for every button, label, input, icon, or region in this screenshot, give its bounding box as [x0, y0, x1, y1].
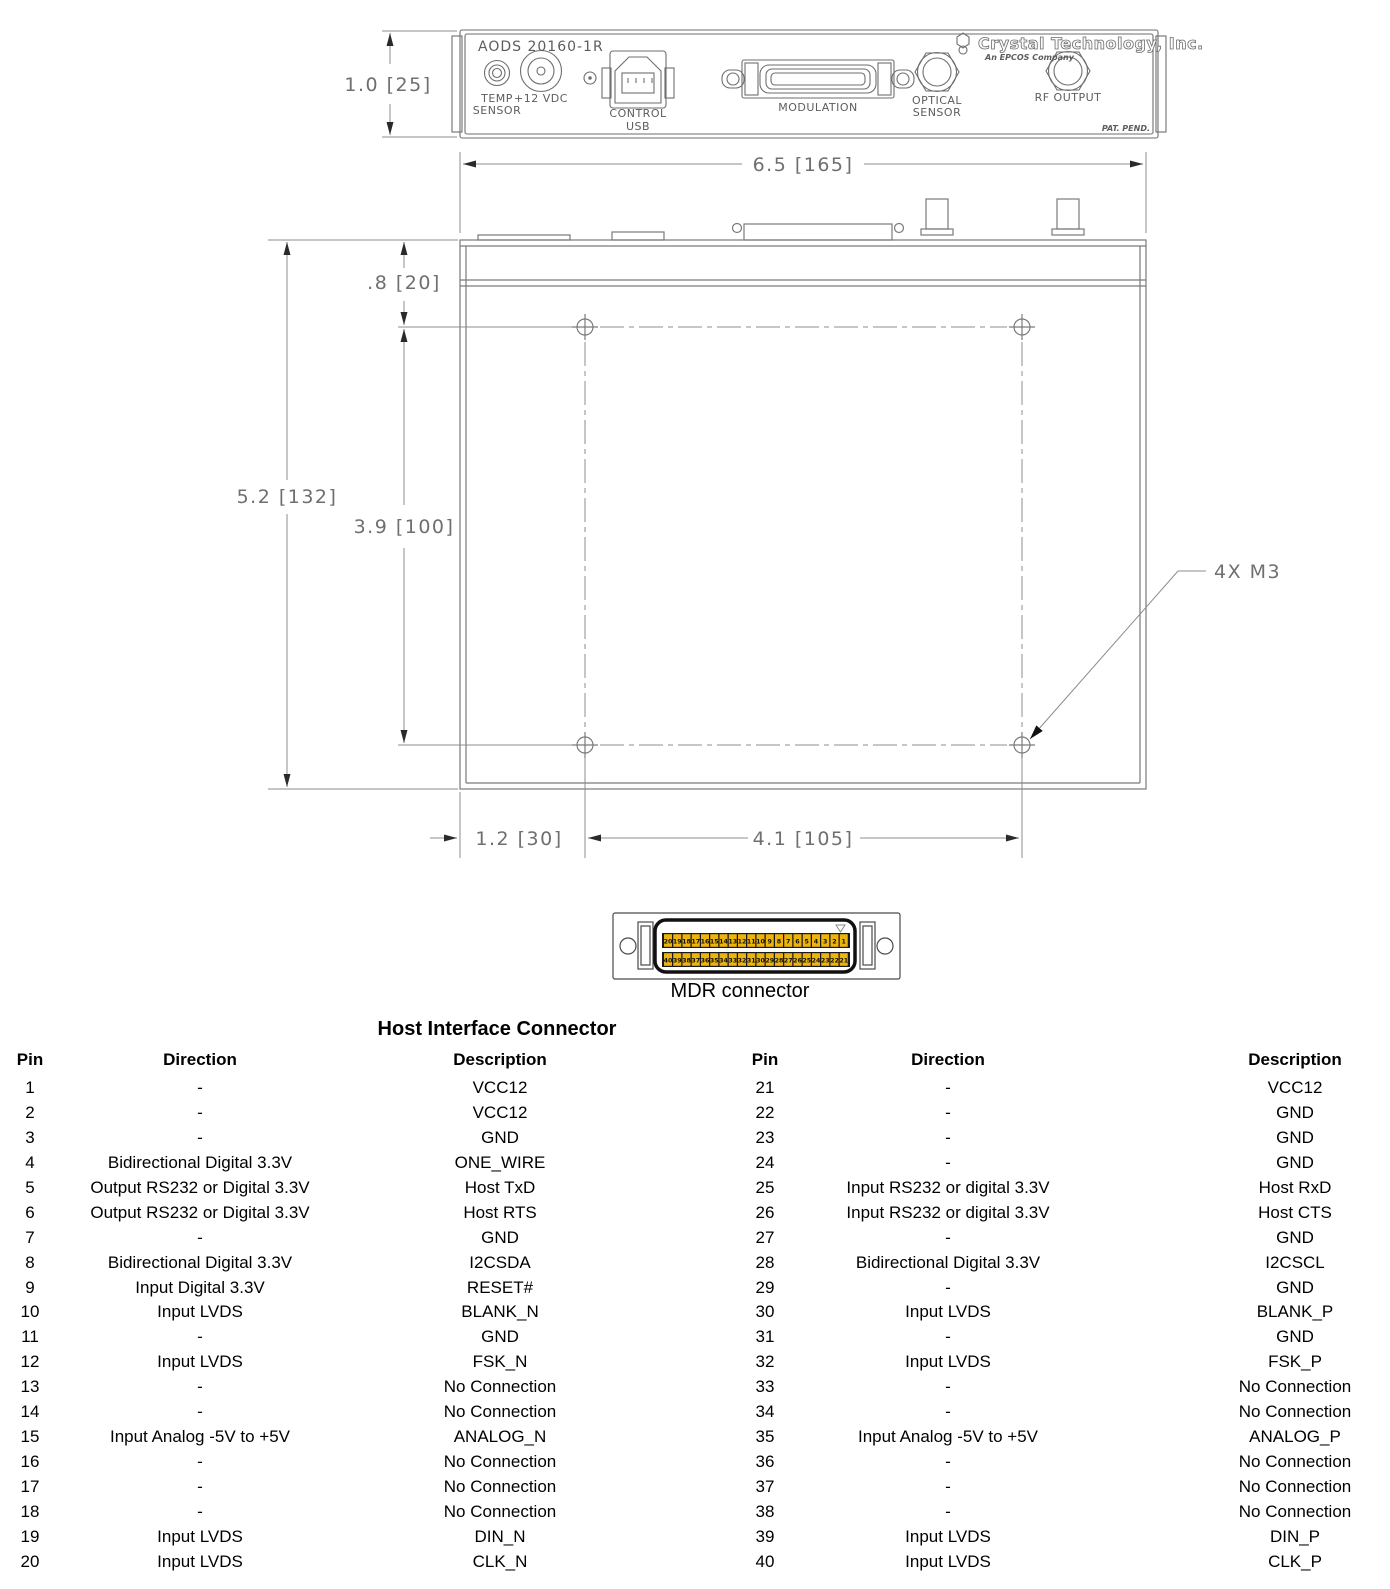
pin-table-row: [0, 1400, 700, 1425]
pin-description: No Connection: [443, 1477, 557, 1496]
spacer: [1066, 1048, 1200, 1073]
pin-direction: -: [945, 1127, 951, 1147]
pin-description: No Connection: [1238, 1501, 1352, 1521]
mdr-pin-number: 34: [719, 957, 728, 965]
col-header-direction: Direction: [911, 1050, 985, 1069]
pin-table-row: [0, 1176, 700, 1201]
pin-number: 27: [755, 1227, 775, 1247]
mdr-pin-number: 9: [767, 938, 772, 946]
pin-table-row: [700, 1525, 1390, 1550]
pin-number: 16: [20, 1452, 40, 1472]
pin-number: 4: [25, 1152, 35, 1172]
pin-number: 9: [25, 1277, 35, 1297]
dim-hole-span-horizontal-text: 4.1 [105]: [752, 828, 854, 850]
dim-panel-height-text: 1.0 [25]: [344, 74, 432, 96]
spacer: [1066, 1325, 1200, 1350]
pin-direction: Input Digital 3.3V: [135, 1277, 265, 1297]
pin-description: FSK_N: [472, 1352, 528, 1372]
mdr-pin-number: 12: [737, 938, 747, 946]
pin-table-row: [0, 1375, 700, 1400]
pin-direction: -: [197, 1452, 203, 1472]
dim-hole-span-vertical-text: 3.9 [100]: [353, 516, 455, 538]
pin-table-row: [0, 1276, 700, 1301]
pin-direction: Input RS232 or digital 3.3V: [846, 1177, 1050, 1197]
spacer: [1066, 1375, 1200, 1400]
bump-rf-flange: [1052, 229, 1084, 235]
spacer: [1066, 1076, 1200, 1101]
pin-number: 3: [25, 1127, 35, 1147]
dim-depth-text: 5.2 [132]: [236, 486, 338, 508]
pin-number: 40: [755, 1551, 775, 1571]
mounting-holes-callout-text: 4X M3: [1214, 561, 1282, 583]
pin-table-row: [700, 1550, 1390, 1575]
pin-direction: -: [945, 1327, 951, 1347]
pin-direction: -: [945, 1402, 951, 1422]
brand-tagline: An EPCOS Company: [985, 53, 1074, 62]
pin-description: BLANK_N: [461, 1302, 539, 1322]
pin-table-row: [0, 1325, 700, 1350]
mdr-pin-number: 39: [672, 957, 682, 965]
pin-description: No Connection: [443, 1402, 557, 1422]
pin-table-row: [700, 1276, 1390, 1301]
mounting-hole: [1009, 314, 1035, 340]
mdr-pin-number: 3: [823, 938, 828, 946]
optical-label-1: OPTICAL: [911, 94, 963, 107]
pin-direction: -: [197, 1327, 203, 1347]
dim-hole-span-horizontal: [588, 828, 1019, 850]
mdr-pin-number: 15: [709, 938, 719, 946]
mdr-caption: MDR connector: [670, 980, 810, 1002]
pin-direction: -: [945, 1227, 951, 1247]
pin-number: 36: [755, 1452, 775, 1472]
pin-table-row: [0, 1151, 700, 1176]
pin-description: Host CTS: [1258, 1202, 1332, 1222]
pin-description: No Connection: [1238, 1377, 1352, 1397]
pin-description: GND: [1276, 1277, 1314, 1297]
pin-table-row: [700, 1151, 1390, 1176]
pin-direction: -: [945, 1152, 951, 1172]
pin-number: 22: [755, 1102, 775, 1122]
pin-table-row: [700, 1400, 1390, 1425]
pin-number: 29: [755, 1277, 775, 1297]
pin-table-row: [700, 1450, 1390, 1475]
pin-description: No Connection: [1238, 1477, 1352, 1496]
spacer: [1066, 1525, 1200, 1550]
mdr-pin-number: 20: [663, 938, 673, 946]
mdr-slot-left-inner: [641, 926, 650, 965]
pin-direction: -: [945, 1452, 951, 1472]
optical-label-2: SENSOR: [912, 106, 962, 119]
usb-label-1: CONTROL: [609, 107, 667, 120]
pin-table-row: [700, 1325, 1390, 1350]
pin-direction: Input RS232 or digital 3.3V: [846, 1202, 1050, 1222]
pin-table-row: [700, 1375, 1390, 1400]
pin-description: VCC12: [472, 1078, 528, 1097]
bump-optical-flange: [921, 229, 953, 235]
dim-panel-height: [344, 31, 457, 137]
spacer: [1066, 1126, 1200, 1151]
pin-direction: -: [945, 1501, 951, 1521]
pin-direction: -: [197, 1377, 203, 1397]
pin-table-row: [700, 1300, 1390, 1325]
pin-table-row: [0, 1475, 700, 1500]
mdr-pin-number: 7: [786, 938, 791, 946]
mdr-pin-number: 17: [691, 938, 701, 946]
mdr-pin-number: 4: [813, 938, 819, 946]
pin-description: Host RxD: [1258, 1177, 1332, 1197]
pin-description: VCC12: [1267, 1078, 1323, 1097]
patent-note: PAT. PEND.: [1101, 124, 1150, 133]
pin-table-row: [700, 1226, 1390, 1251]
pin-description: FSK_P: [1268, 1352, 1322, 1372]
pin-description: No Connection: [443, 1501, 557, 1521]
pin-description: GND: [1276, 1152, 1314, 1172]
pin-direction: Input LVDS: [905, 1551, 991, 1571]
pin-direction: -: [197, 1402, 203, 1422]
pin-description: GND: [481, 1127, 519, 1147]
mdr-mount-hole-right: [877, 938, 893, 954]
pin-direction: -: [197, 1078, 203, 1097]
pin-number: 35: [755, 1427, 775, 1447]
mdr-pin-number: 35: [709, 957, 719, 965]
spacer: [1066, 1276, 1200, 1301]
pin-description: VCC12: [472, 1102, 528, 1122]
pin-table-row: [700, 1425, 1390, 1450]
pin-direction: -: [197, 1102, 203, 1122]
pin-description: GND: [481, 1327, 519, 1347]
pin-direction: Input Analog -5V to +5V: [857, 1427, 1039, 1447]
pin-description: I2CSDA: [469, 1252, 531, 1272]
mdr-pin-number: 18: [682, 938, 691, 946]
mdr-pin-number: 1: [841, 938, 846, 946]
col-header-description: Description: [453, 1050, 547, 1069]
mdr-pin-number: 21: [839, 957, 849, 965]
pin-description: DIN_P: [1269, 1526, 1321, 1546]
dim-width-text: 6.5 [165]: [752, 154, 854, 176]
mdr-slot-right-inner: [863, 926, 872, 965]
panel-model-label: AODS 20160-1R: [478, 39, 604, 55]
pin-table-row: [0, 1525, 700, 1550]
pin-description: ANALOG_N: [453, 1427, 547, 1447]
spacer: [1066, 1176, 1200, 1201]
pin-description: GND: [1276, 1327, 1314, 1347]
mdr-slot-right: [860, 922, 875, 969]
pin-direction: -: [945, 1078, 951, 1097]
top-view: [237, 152, 1282, 858]
pin-description: ANALOG_P: [1249, 1427, 1341, 1447]
pin-table-row: [700, 1076, 1390, 1101]
mdr-pin-number: 2: [832, 938, 837, 946]
dim-depth: [237, 242, 338, 787]
pin-direction: -: [197, 1227, 203, 1247]
pin-description: ONE_WIRE: [454, 1152, 546, 1172]
col-header-pin: Pin: [16, 1050, 44, 1069]
mdr-pin-number: 14: [719, 938, 728, 946]
modulation-connector: [722, 60, 914, 98]
mdr-pin-number: 40: [663, 957, 673, 965]
pin-table-right-header: [700, 1048, 1390, 1073]
pin-number: 38: [755, 1501, 775, 1521]
spacer: [1066, 1101, 1200, 1126]
col-header-direction: Direction: [163, 1050, 237, 1069]
power-label: +12 VDC: [514, 92, 568, 105]
pin-number: 8: [25, 1252, 35, 1272]
pin-table-row: [700, 1251, 1390, 1276]
pin-number: 30: [755, 1302, 775, 1322]
pin-direction: -: [197, 1127, 203, 1147]
dim-width: [460, 152, 1146, 233]
modulation-label: MODULATION: [778, 101, 858, 114]
spacer: [1066, 1450, 1200, 1475]
pin-number: 6: [25, 1202, 35, 1222]
pin-table-row: [700, 1500, 1390, 1525]
pin-table-row: [0, 1076, 700, 1101]
pin-direction: Input LVDS: [905, 1526, 991, 1546]
usb-connector: [602, 51, 674, 108]
mdr-pin-number: 26: [793, 957, 802, 965]
mdr-pin1-marker-icon: [836, 925, 845, 932]
bump-mdr-latch-right: [895, 224, 904, 233]
pin-number: 17: [20, 1477, 40, 1496]
pin-table-row: [700, 1350, 1390, 1375]
spacer: [1066, 1500, 1200, 1525]
spacer: [1066, 1400, 1200, 1425]
extension-lines: [268, 240, 1022, 858]
pin-table-row: [0, 1550, 700, 1575]
mdr-pin-number: 29: [765, 957, 775, 965]
pin-description: CLK_P: [1268, 1551, 1322, 1571]
col-header-description: Description: [1248, 1050, 1342, 1069]
spacer: [1066, 1550, 1200, 1575]
pin-direction: Bidirectional Digital 3.3V: [855, 1252, 1041, 1272]
pin-table-left-header: [0, 1048, 700, 1073]
front-panel-view: [344, 30, 1203, 138]
pin-number: 31: [755, 1327, 775, 1347]
pin-number: 19: [20, 1526, 40, 1546]
spacer: [1066, 1300, 1200, 1325]
mdr-pin-number: 33: [728, 957, 738, 965]
pin-number: 26: [755, 1202, 775, 1222]
brand-name: Crystal Technology, Inc.: [978, 34, 1204, 53]
spacer: [1066, 1350, 1200, 1375]
pin-description: Host RTS: [463, 1202, 537, 1222]
brand-logo-icon: [957, 33, 969, 54]
spacer: [1066, 1201, 1200, 1226]
pin-description: DIN_N: [474, 1526, 526, 1546]
bump-mdr: [744, 224, 892, 240]
mdr-pin-number: 36: [700, 957, 710, 965]
bump-mdr-latch-left: [733, 224, 742, 233]
mdr-pin-number: 32: [737, 957, 747, 965]
bump-rf-barrel: [1057, 199, 1079, 229]
pin-table-row: [0, 1226, 700, 1251]
mounting-hole: [572, 732, 598, 758]
pin-table-row: [0, 1201, 700, 1226]
pin-number: 23: [755, 1127, 775, 1147]
pin-number: 1: [25, 1078, 35, 1097]
pin-description: GND: [1276, 1102, 1314, 1122]
pin-direction: Input LVDS: [905, 1352, 991, 1372]
spacer: [1066, 1251, 1200, 1276]
pin-table-row: [0, 1350, 700, 1375]
pin-table-row: [0, 1126, 700, 1151]
dim-edge-to-hole-text: 1.2 [30]: [475, 828, 563, 850]
dim-front-to-hole-text: .8 [20]: [367, 272, 441, 294]
mdr-pin-number: 23: [820, 957, 830, 965]
pin-table-row: [0, 1251, 700, 1276]
pin-number: 14: [20, 1402, 40, 1422]
mdr-pin-number: 10: [756, 938, 765, 946]
mdr-pin-number: 11: [746, 938, 756, 946]
pin-direction: Input Analog -5V to +5V: [109, 1427, 291, 1447]
mounting-holes: [572, 314, 1035, 758]
temp-sensor-label-1: TEMP: [481, 92, 513, 105]
mdr-pin-number: 6: [795, 938, 800, 946]
mdr-pin-number: 28: [774, 957, 784, 965]
pin-table-title: Host Interface Connector: [377, 1018, 617, 1040]
pin-number: 25: [755, 1177, 775, 1197]
pin-description: I2CSCL: [1265, 1252, 1325, 1272]
pin-number: 20: [20, 1551, 40, 1571]
rf-output-label: RF OUTPUT: [1034, 91, 1102, 104]
pin-direction: -: [945, 1377, 951, 1397]
pin-number: 15: [20, 1427, 40, 1447]
optical-sensor-connector: [915, 53, 959, 92]
pin-direction: -: [197, 1477, 203, 1496]
pin-direction: Input LVDS: [905, 1302, 991, 1322]
mdr-pin-number: 16: [700, 938, 710, 946]
pin-table-left: [0, 1076, 700, 1575]
pin-direction: Input LVDS: [157, 1526, 243, 1546]
spacer: [1066, 1475, 1200, 1500]
mdr-pin-number: 38: [682, 957, 691, 965]
bump-usb: [612, 232, 664, 240]
pin-direction: Input LVDS: [157, 1302, 243, 1322]
pin-table-row: [0, 1450, 700, 1475]
mdr-pin-number: 31: [746, 957, 756, 965]
chassis-outline: [460, 199, 1146, 789]
pin-number: 10: [20, 1302, 40, 1322]
pin-number: 11: [21, 1327, 39, 1347]
led-indicator: [584, 72, 596, 84]
pin-direction: Output RS232 or Digital 3.3V: [90, 1202, 310, 1222]
pin-description: No Connection: [443, 1452, 557, 1472]
col-header-pin: Pin: [751, 1050, 779, 1069]
mdr-pin-number: 24: [811, 957, 821, 965]
pin-description: No Connection: [1238, 1452, 1352, 1472]
pin-description: No Connection: [1238, 1402, 1352, 1422]
pin-table-row: [0, 1500, 700, 1525]
pin-number: 24: [755, 1152, 775, 1172]
dim-front-to-hole: [367, 242, 441, 325]
pin-description: GND: [481, 1227, 519, 1247]
pin-number: 12: [20, 1352, 40, 1372]
mdr-slot-left: [638, 922, 653, 969]
usb-label-2: USB: [625, 120, 651, 133]
mdr-pin-number: 22: [830, 957, 839, 965]
pin-table-row: [0, 1425, 700, 1450]
pin-description: Host TxD: [464, 1177, 536, 1197]
pin-table-row: [700, 1475, 1390, 1500]
temp-sensor-label-2: SENSOR: [472, 104, 522, 117]
pin-table-row: [700, 1101, 1390, 1126]
mdr-pin-number: 25: [802, 957, 812, 965]
spacer: [1066, 1226, 1200, 1251]
pin-table-row: [700, 1201, 1390, 1226]
mdr-pin-number: 13: [728, 938, 738, 946]
pin-direction: -: [945, 1102, 951, 1122]
mdr-mount-hole-left: [620, 938, 636, 954]
bump-front-connectors: [478, 235, 570, 240]
pin-table-row: [700, 1126, 1390, 1151]
pin-direction: Output RS232 or Digital 3.3V: [90, 1177, 310, 1197]
pin-description: RESET#: [466, 1277, 534, 1297]
pin-number: 5: [25, 1177, 35, 1197]
pin-number: 13: [20, 1377, 40, 1397]
mounting-hole: [1009, 732, 1035, 758]
dim-hole-span-vertical: [354, 329, 455, 743]
mdr-pin-number: 19: [672, 938, 682, 946]
mdr-pin-number: 8: [776, 938, 782, 946]
mdr-pin-number: 27: [783, 957, 793, 965]
mdr-pin-number: 30: [756, 957, 765, 965]
pin-table-row: [0, 1300, 700, 1325]
pin-number: 33: [755, 1377, 775, 1397]
pin-description: GND: [1276, 1127, 1314, 1147]
pin-direction: -: [945, 1477, 951, 1496]
power-connector: [521, 51, 562, 92]
temp-sensor-connector: [485, 61, 510, 86]
pin-number: 32: [755, 1352, 775, 1372]
pin-number: 2: [25, 1102, 35, 1122]
pin-direction: Bidirectional Digital 3.3V: [107, 1252, 293, 1272]
centerlines: [585, 327, 1022, 745]
pin-table-right: [700, 1076, 1390, 1575]
pin-number: 37: [755, 1477, 775, 1496]
spacer: [1066, 1151, 1200, 1176]
pin-description: BLANK_P: [1256, 1302, 1334, 1322]
pin-direction: -: [945, 1277, 951, 1297]
mdr-pin-number: 5: [804, 938, 809, 946]
mounting-holes-callout: [1030, 561, 1281, 739]
bump-optical-barrel: [926, 199, 948, 229]
pin-number: 39: [755, 1526, 775, 1546]
pin-description: GND: [1276, 1227, 1314, 1247]
pin-direction: Input LVDS: [157, 1551, 243, 1571]
pin-direction: Bidirectional Digital 3.3V: [107, 1152, 293, 1172]
pin-number: 18: [20, 1501, 40, 1521]
pin-number: 21: [755, 1078, 775, 1097]
mdr-pin-number: 37: [691, 957, 701, 965]
mounting-hole: [572, 314, 598, 340]
spacer: [1066, 1425, 1200, 1450]
pin-table-row: [0, 1101, 700, 1126]
dim-edge-to-hole: [430, 828, 563, 850]
pin-direction: Input LVDS: [157, 1352, 243, 1372]
pin-direction: -: [197, 1501, 203, 1521]
pin-number: 34: [755, 1402, 775, 1422]
pin-number: 7: [25, 1227, 35, 1247]
pin-description: No Connection: [443, 1377, 557, 1397]
pin-number: 28: [755, 1252, 775, 1272]
pin-table-row: [700, 1176, 1390, 1201]
pin-description: CLK_N: [472, 1551, 528, 1571]
mdr-connector-illustration: [613, 913, 900, 979]
